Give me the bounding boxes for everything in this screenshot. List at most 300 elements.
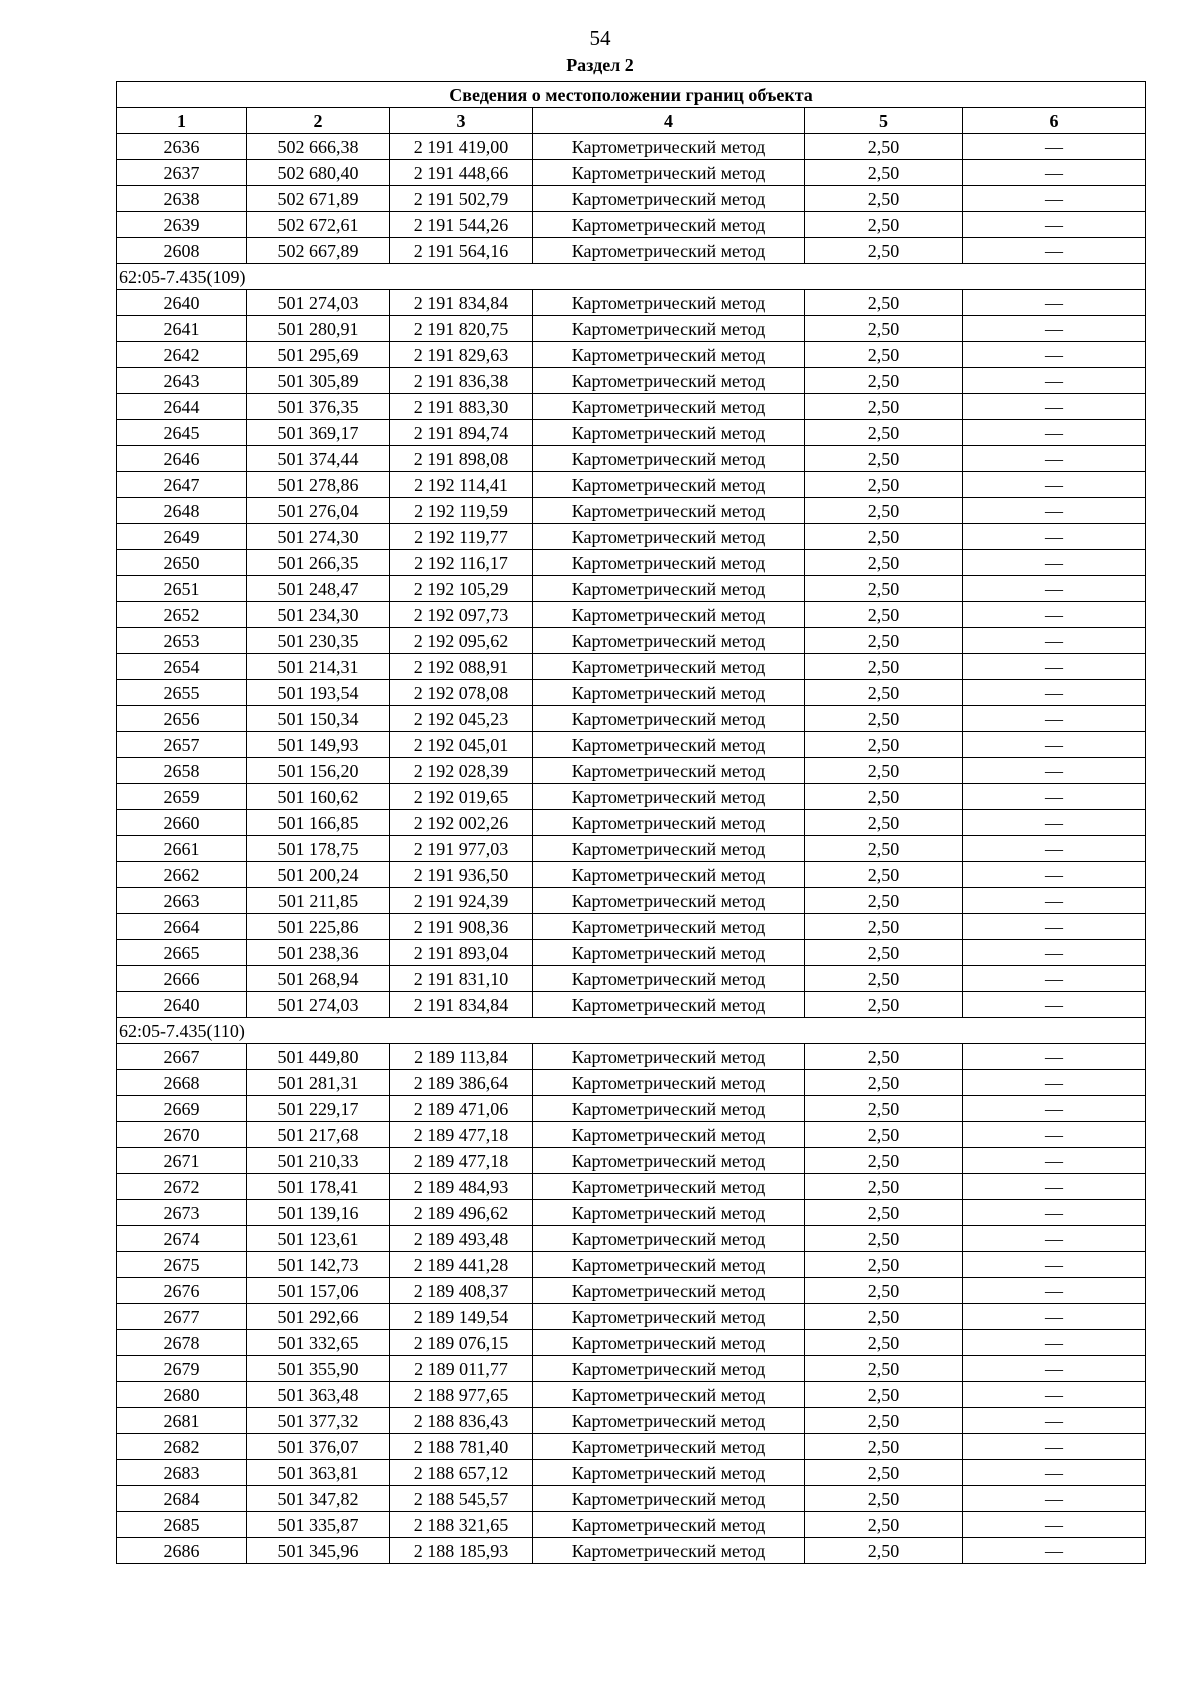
- table-row: [117, 914, 1146, 940]
- point-number-cell: 2651: [117, 576, 247, 602]
- coordinate-y-cell: 2 188 545,57: [390, 1486, 533, 1512]
- table-row: [117, 342, 1146, 368]
- point-number-cell: 2686: [117, 1538, 247, 1564]
- accuracy-cell: 2,50: [805, 706, 963, 732]
- point-number-cell: 2641: [117, 316, 247, 342]
- method-cell: Картометрический метод: [533, 1148, 805, 1174]
- coordinate-x-cell: 502 667,89: [247, 238, 390, 264]
- coordinate-x-cell: 501 292,66: [247, 1304, 390, 1330]
- coordinate-y-cell: 2 191 564,16: [390, 238, 533, 264]
- table-row: [117, 1538, 1146, 1564]
- table-row: [117, 784, 1146, 810]
- method-cell: Картометрический метод: [533, 368, 805, 394]
- coordinate-x-cell: 502 680,40: [247, 160, 390, 186]
- method-cell: Картометрический метод: [533, 1356, 805, 1382]
- coordinate-y-cell: 2 189 386,64: [390, 1070, 533, 1096]
- method-cell: Картометрический метод: [533, 706, 805, 732]
- coordinate-x-cell: 502 671,89: [247, 186, 390, 212]
- coordinate-y-cell: 2 189 496,62: [390, 1200, 533, 1226]
- coordinate-y-cell: 2 192 078,08: [390, 680, 533, 706]
- point-number-cell: 2673: [117, 1200, 247, 1226]
- coordinate-y-cell: 2 189 493,48: [390, 1226, 533, 1252]
- point-number-cell: 2675: [117, 1252, 247, 1278]
- description-cell: —: [963, 1356, 1146, 1382]
- coordinate-y-cell: 2 189 471,06: [390, 1096, 533, 1122]
- coordinate-y-cell: 2 191 977,03: [390, 836, 533, 862]
- coordinate-y-cell: 2 191 936,50: [390, 862, 533, 888]
- accuracy-cell: 2,50: [805, 160, 963, 186]
- method-cell: Картометрический метод: [533, 1096, 805, 1122]
- description-cell: —: [963, 576, 1146, 602]
- point-number-cell: 2654: [117, 654, 247, 680]
- method-cell: Картометрический метод: [533, 992, 805, 1018]
- point-number-cell: 2677: [117, 1304, 247, 1330]
- method-cell: Картометрический метод: [533, 1408, 805, 1434]
- description-cell: —: [963, 1304, 1146, 1330]
- parcel-number: 62:05-7.435(110): [117, 1018, 1146, 1044]
- table-row: [117, 602, 1146, 628]
- coordinate-x-cell: 501 123,61: [247, 1226, 390, 1252]
- method-cell: Картометрический метод: [533, 498, 805, 524]
- coordinate-y-cell: 2 191 831,10: [390, 966, 533, 992]
- coordinate-x-cell: 501 355,90: [247, 1356, 390, 1382]
- description-cell: —: [963, 446, 1146, 472]
- coordinate-x-cell: 501 211,85: [247, 888, 390, 914]
- table-row: [117, 1304, 1146, 1330]
- parcel-group-row: [117, 1018, 1146, 1044]
- accuracy-cell: 2,50: [805, 862, 963, 888]
- accuracy-cell: 2,50: [805, 602, 963, 628]
- point-number-cell: 2647: [117, 472, 247, 498]
- coordinate-x-cell: 501 266,35: [247, 550, 390, 576]
- description-cell: —: [963, 550, 1146, 576]
- table-row: [117, 1252, 1146, 1278]
- coordinate-y-cell: 2 191 834,84: [390, 290, 533, 316]
- accuracy-cell: 2,50: [805, 1200, 963, 1226]
- point-number-cell: 2665: [117, 940, 247, 966]
- coordinate-y-cell: 2 192 095,62: [390, 628, 533, 654]
- method-cell: Картометрический метод: [533, 628, 805, 654]
- point-number-cell: 2681: [117, 1408, 247, 1434]
- coordinate-y-cell: 2 188 977,65: [390, 1382, 533, 1408]
- coordinate-y-cell: 2 189 441,28: [390, 1252, 533, 1278]
- coordinate-y-cell: 2 192 116,17: [390, 550, 533, 576]
- coordinate-y-cell: 2 192 088,91: [390, 654, 533, 680]
- coordinate-x-cell: 501 238,36: [247, 940, 390, 966]
- table-row: [117, 862, 1146, 888]
- method-cell: Картометрический метод: [533, 1382, 805, 1408]
- point-number-cell: 2640: [117, 992, 247, 1018]
- coordinate-x-cell: 501 229,17: [247, 1096, 390, 1122]
- description-cell: —: [963, 1226, 1146, 1252]
- point-number-cell: 2661: [117, 836, 247, 862]
- description-cell: —: [963, 706, 1146, 732]
- accuracy-cell: 2,50: [805, 1226, 963, 1252]
- table-row: [117, 420, 1146, 446]
- point-number-cell: 2676: [117, 1278, 247, 1304]
- table-row: [117, 160, 1146, 186]
- point-number-cell: 2684: [117, 1486, 247, 1512]
- accuracy-cell: 2,50: [805, 1122, 963, 1148]
- point-number-cell: 2646: [117, 446, 247, 472]
- accuracy-cell: 2,50: [805, 1304, 963, 1330]
- method-cell: Картометрический метод: [533, 472, 805, 498]
- point-number-cell: 2645: [117, 420, 247, 446]
- coordinate-y-cell: 2 192 119,77: [390, 524, 533, 550]
- coordinate-x-cell: 501 278,86: [247, 472, 390, 498]
- coordinate-x-cell: 501 335,87: [247, 1512, 390, 1538]
- coordinate-x-cell: 501 274,30: [247, 524, 390, 550]
- table-row: [117, 732, 1146, 758]
- accuracy-cell: 2,50: [805, 1382, 963, 1408]
- accuracy-cell: 2,50: [805, 680, 963, 706]
- method-cell: Картометрический метод: [533, 1252, 805, 1278]
- accuracy-cell: 2,50: [805, 1486, 963, 1512]
- coordinate-y-cell: 2 191 544,26: [390, 212, 533, 238]
- accuracy-cell: 2,50: [805, 966, 963, 992]
- table-row: [117, 524, 1146, 550]
- table-body: [117, 82, 1146, 1564]
- coordinate-y-cell: 2 189 477,18: [390, 1122, 533, 1148]
- accuracy-cell: 2,50: [805, 784, 963, 810]
- method-cell: Картометрический метод: [533, 550, 805, 576]
- method-cell: Картометрический метод: [533, 290, 805, 316]
- point-number-cell: 2674: [117, 1226, 247, 1252]
- point-number-cell: 2685: [117, 1512, 247, 1538]
- coordinate-x-cell: 501 166,85: [247, 810, 390, 836]
- table-row: [117, 680, 1146, 706]
- table-row: [117, 706, 1146, 732]
- column-header: 5: [805, 108, 963, 134]
- coordinate-y-cell: 2 189 011,77: [390, 1356, 533, 1382]
- coordinate-y-cell: 2 191 448,66: [390, 160, 533, 186]
- accuracy-cell: 2,50: [805, 1512, 963, 1538]
- coordinate-x-cell: 501 363,81: [247, 1460, 390, 1486]
- coordinate-x-cell: 501 193,54: [247, 680, 390, 706]
- method-cell: Картометрический метод: [533, 1486, 805, 1512]
- parcel-number: 62:05-7.435(109): [117, 264, 1146, 290]
- description-cell: —: [963, 966, 1146, 992]
- point-number-cell: 2679: [117, 1356, 247, 1382]
- coordinate-x-cell: 501 369,17: [247, 420, 390, 446]
- coordinate-y-cell: 2 188 836,43: [390, 1408, 533, 1434]
- description-cell: —: [963, 498, 1146, 524]
- coordinate-x-cell: 501 305,89: [247, 368, 390, 394]
- method-cell: Картометрический метод: [533, 420, 805, 446]
- point-number-cell: 2667: [117, 1044, 247, 1070]
- coordinate-x-cell: 501 376,07: [247, 1434, 390, 1460]
- table-title: Сведения о местоположении границ объекта: [117, 82, 1146, 108]
- accuracy-cell: 2,50: [805, 992, 963, 1018]
- method-cell: Картометрический метод: [533, 1070, 805, 1096]
- table-row: [117, 1044, 1146, 1070]
- coordinate-y-cell: 2 191 883,30: [390, 394, 533, 420]
- point-number-cell: 2608: [117, 238, 247, 264]
- table-row: [117, 446, 1146, 472]
- table-row: [117, 290, 1146, 316]
- point-number-cell: 2648: [117, 498, 247, 524]
- section-title: Раздел 2: [566, 55, 634, 75]
- point-number-cell: 2671: [117, 1148, 247, 1174]
- accuracy-cell: 2,50: [805, 1252, 963, 1278]
- table-row: [117, 888, 1146, 914]
- accuracy-cell: 2,50: [805, 524, 963, 550]
- method-cell: Картометрический метод: [533, 160, 805, 186]
- table-row: [117, 1512, 1146, 1538]
- coordinate-x-cell: 501 449,80: [247, 1044, 390, 1070]
- description-cell: —: [963, 472, 1146, 498]
- method-cell: Картометрический метод: [533, 524, 805, 550]
- table-row: [117, 628, 1146, 654]
- description-cell: —: [963, 1044, 1146, 1070]
- coordinate-x-cell: 501 374,44: [247, 446, 390, 472]
- coordinate-y-cell: 2 191 502,79: [390, 186, 533, 212]
- description-cell: —: [963, 290, 1146, 316]
- description-cell: —: [963, 1408, 1146, 1434]
- point-number-cell: 2663: [117, 888, 247, 914]
- accuracy-cell: 2,50: [805, 212, 963, 238]
- coordinate-y-cell: 2 192 019,65: [390, 784, 533, 810]
- coordinate-x-cell: 501 230,35: [247, 628, 390, 654]
- table-row: [117, 1174, 1146, 1200]
- point-number-cell: 2656: [117, 706, 247, 732]
- coordinate-y-cell: 2 189 477,18: [390, 1148, 533, 1174]
- description-cell: —: [963, 732, 1146, 758]
- coordinate-x-cell: 501 156,20: [247, 758, 390, 784]
- coordinate-y-cell: 2 191 829,63: [390, 342, 533, 368]
- accuracy-cell: 2,50: [805, 1148, 963, 1174]
- description-cell: —: [963, 160, 1146, 186]
- coordinate-x-cell: 501 234,30: [247, 602, 390, 628]
- method-cell: Картометрический метод: [533, 446, 805, 472]
- point-number-cell: 2637: [117, 160, 247, 186]
- table-row: [117, 1460, 1146, 1486]
- accuracy-cell: 2,50: [805, 394, 963, 420]
- description-cell: —: [963, 1382, 1146, 1408]
- description-cell: —: [963, 1148, 1146, 1174]
- method-cell: Картометрический метод: [533, 238, 805, 264]
- coordinate-x-cell: 501 347,82: [247, 1486, 390, 1512]
- table-row: [117, 134, 1146, 160]
- table-row: [117, 966, 1146, 992]
- coordinate-y-cell: 2 189 076,15: [390, 1330, 533, 1356]
- boundary-coordinates-table: [116, 81, 1146, 1564]
- point-number-cell: 2683: [117, 1460, 247, 1486]
- method-cell: Картометрический метод: [533, 1044, 805, 1070]
- method-cell: Картометрический метод: [533, 888, 805, 914]
- table-row: [117, 394, 1146, 420]
- method-cell: Картометрический метод: [533, 940, 805, 966]
- table-row: [117, 238, 1146, 264]
- method-cell: Картометрический метод: [533, 784, 805, 810]
- table-row: [117, 550, 1146, 576]
- accuracy-cell: 2,50: [805, 732, 963, 758]
- method-cell: Картометрический метод: [533, 134, 805, 160]
- coordinate-y-cell: 2 189 113,84: [390, 1044, 533, 1070]
- coordinate-y-cell: 2 191 908,36: [390, 914, 533, 940]
- coordinate-y-cell: 2 191 419,00: [390, 134, 533, 160]
- description-cell: —: [963, 342, 1146, 368]
- table-row: [117, 498, 1146, 524]
- method-cell: Картометрический метод: [533, 1122, 805, 1148]
- coordinate-x-cell: 501 142,73: [247, 1252, 390, 1278]
- accuracy-cell: 2,50: [805, 1356, 963, 1382]
- table-row: [117, 810, 1146, 836]
- point-number-cell: 2650: [117, 550, 247, 576]
- method-cell: Картометрический метод: [533, 1278, 805, 1304]
- coordinate-x-cell: 501 149,93: [247, 732, 390, 758]
- description-cell: —: [963, 212, 1146, 238]
- coordinate-y-cell: 2 191 893,04: [390, 940, 533, 966]
- column-header: 6: [963, 108, 1146, 134]
- description-cell: —: [963, 654, 1146, 680]
- coordinate-x-cell: 501 248,47: [247, 576, 390, 602]
- accuracy-cell: 2,50: [805, 420, 963, 446]
- accuracy-cell: 2,50: [805, 940, 963, 966]
- accuracy-cell: 2,50: [805, 654, 963, 680]
- coordinate-y-cell: 2 191 898,08: [390, 446, 533, 472]
- coordinate-x-cell: 501 157,06: [247, 1278, 390, 1304]
- coordinate-y-cell: 2 192 119,59: [390, 498, 533, 524]
- method-cell: Картометрический метод: [533, 836, 805, 862]
- table-row: [117, 1330, 1146, 1356]
- accuracy-cell: 2,50: [805, 290, 963, 316]
- point-number-cell: 2652: [117, 602, 247, 628]
- description-cell: —: [963, 888, 1146, 914]
- coordinate-y-cell: 2 191 894,74: [390, 420, 533, 446]
- table-row: [117, 472, 1146, 498]
- accuracy-cell: 2,50: [805, 1434, 963, 1460]
- point-number-cell: 2682: [117, 1434, 247, 1460]
- table-row: [117, 940, 1146, 966]
- table-title-row: [117, 82, 1146, 108]
- method-cell: Картометрический метод: [533, 394, 805, 420]
- table-row: [117, 1278, 1146, 1304]
- description-cell: —: [963, 784, 1146, 810]
- point-number-cell: 2658: [117, 758, 247, 784]
- description-cell: —: [963, 758, 1146, 784]
- table-row: [117, 1434, 1146, 1460]
- coordinate-x-cell: 501 150,34: [247, 706, 390, 732]
- method-cell: Картометрический метод: [533, 186, 805, 212]
- accuracy-cell: 2,50: [805, 888, 963, 914]
- table-row: [117, 1408, 1146, 1434]
- description-cell: —: [963, 1200, 1146, 1226]
- accuracy-cell: 2,50: [805, 914, 963, 940]
- coordinate-y-cell: 2 192 045,01: [390, 732, 533, 758]
- point-number-cell: 2660: [117, 810, 247, 836]
- coordinate-y-cell: 2 191 820,75: [390, 316, 533, 342]
- method-cell: Картометрический метод: [533, 862, 805, 888]
- method-cell: Картометрический метод: [533, 316, 805, 342]
- accuracy-cell: 2,50: [805, 498, 963, 524]
- table-row: [117, 758, 1146, 784]
- accuracy-cell: 2,50: [805, 758, 963, 784]
- accuracy-cell: 2,50: [805, 134, 963, 160]
- coordinate-x-cell: 501 200,24: [247, 862, 390, 888]
- accuracy-cell: 2,50: [805, 1096, 963, 1122]
- accuracy-cell: 2,50: [805, 836, 963, 862]
- method-cell: Картометрический метод: [533, 914, 805, 940]
- coordinate-x-cell: 501 274,03: [247, 290, 390, 316]
- point-number-cell: 2664: [117, 914, 247, 940]
- description-cell: —: [963, 1278, 1146, 1304]
- description-cell: —: [963, 1070, 1146, 1096]
- accuracy-cell: 2,50: [805, 576, 963, 602]
- coordinate-y-cell: 2 191 836,38: [390, 368, 533, 394]
- description-cell: —: [963, 680, 1146, 706]
- accuracy-cell: 2,50: [805, 1070, 963, 1096]
- coordinate-x-cell: 501 139,16: [247, 1200, 390, 1226]
- description-cell: —: [963, 602, 1146, 628]
- column-header: 1: [117, 108, 247, 134]
- point-number-cell: 2678: [117, 1330, 247, 1356]
- description-cell: —: [963, 836, 1146, 862]
- coordinate-x-cell: 501 160,62: [247, 784, 390, 810]
- accuracy-cell: 2,50: [805, 628, 963, 654]
- description-cell: —: [963, 1096, 1146, 1122]
- method-cell: Картометрический метод: [533, 732, 805, 758]
- method-cell: Картометрический метод: [533, 1460, 805, 1486]
- coordinate-x-cell: 501 214,31: [247, 654, 390, 680]
- coordinate-y-cell: 2 188 185,93: [390, 1538, 533, 1564]
- accuracy-cell: 2,50: [805, 810, 963, 836]
- accuracy-cell: 2,50: [805, 1330, 963, 1356]
- accuracy-cell: 2,50: [805, 186, 963, 212]
- coordinate-x-cell: 501 281,31: [247, 1070, 390, 1096]
- description-cell: —: [963, 134, 1146, 160]
- description-cell: —: [963, 1122, 1146, 1148]
- description-cell: —: [963, 1330, 1146, 1356]
- coordinate-x-cell: 502 666,38: [247, 134, 390, 160]
- coordinate-y-cell: 2 189 408,37: [390, 1278, 533, 1304]
- description-cell: —: [963, 1252, 1146, 1278]
- coordinate-x-cell: 501 210,33: [247, 1148, 390, 1174]
- description-cell: —: [963, 1538, 1146, 1564]
- table-row: [117, 1486, 1146, 1512]
- point-number-cell: 2649: [117, 524, 247, 550]
- description-cell: —: [963, 368, 1146, 394]
- description-cell: —: [963, 1512, 1146, 1538]
- point-number-cell: 2680: [117, 1382, 247, 1408]
- point-number-cell: 2672: [117, 1174, 247, 1200]
- coordinate-y-cell: 2 191 924,39: [390, 888, 533, 914]
- table-row: [117, 1070, 1146, 1096]
- description-cell: —: [963, 394, 1146, 420]
- point-number-cell: 2638: [117, 186, 247, 212]
- coordinate-y-cell: 2 191 834,84: [390, 992, 533, 1018]
- description-cell: —: [963, 992, 1146, 1018]
- table-row: [117, 1122, 1146, 1148]
- point-number-cell: 2655: [117, 680, 247, 706]
- method-cell: Картометрический метод: [533, 654, 805, 680]
- accuracy-cell: 2,50: [805, 316, 963, 342]
- point-number-cell: 2662: [117, 862, 247, 888]
- description-cell: —: [963, 940, 1146, 966]
- accuracy-cell: 2,50: [805, 1460, 963, 1486]
- coordinate-y-cell: 2 189 149,54: [390, 1304, 533, 1330]
- coordinate-x-cell: 502 672,61: [247, 212, 390, 238]
- table-row: [117, 1226, 1146, 1252]
- point-number-cell: 2643: [117, 368, 247, 394]
- method-cell: Картометрический метод: [533, 680, 805, 706]
- table-row: [117, 1356, 1146, 1382]
- point-number-cell: 2659: [117, 784, 247, 810]
- coordinate-x-cell: 501 178,75: [247, 836, 390, 862]
- accuracy-cell: 2,50: [805, 1278, 963, 1304]
- table-row: [117, 186, 1146, 212]
- coordinate-x-cell: 501 268,94: [247, 966, 390, 992]
